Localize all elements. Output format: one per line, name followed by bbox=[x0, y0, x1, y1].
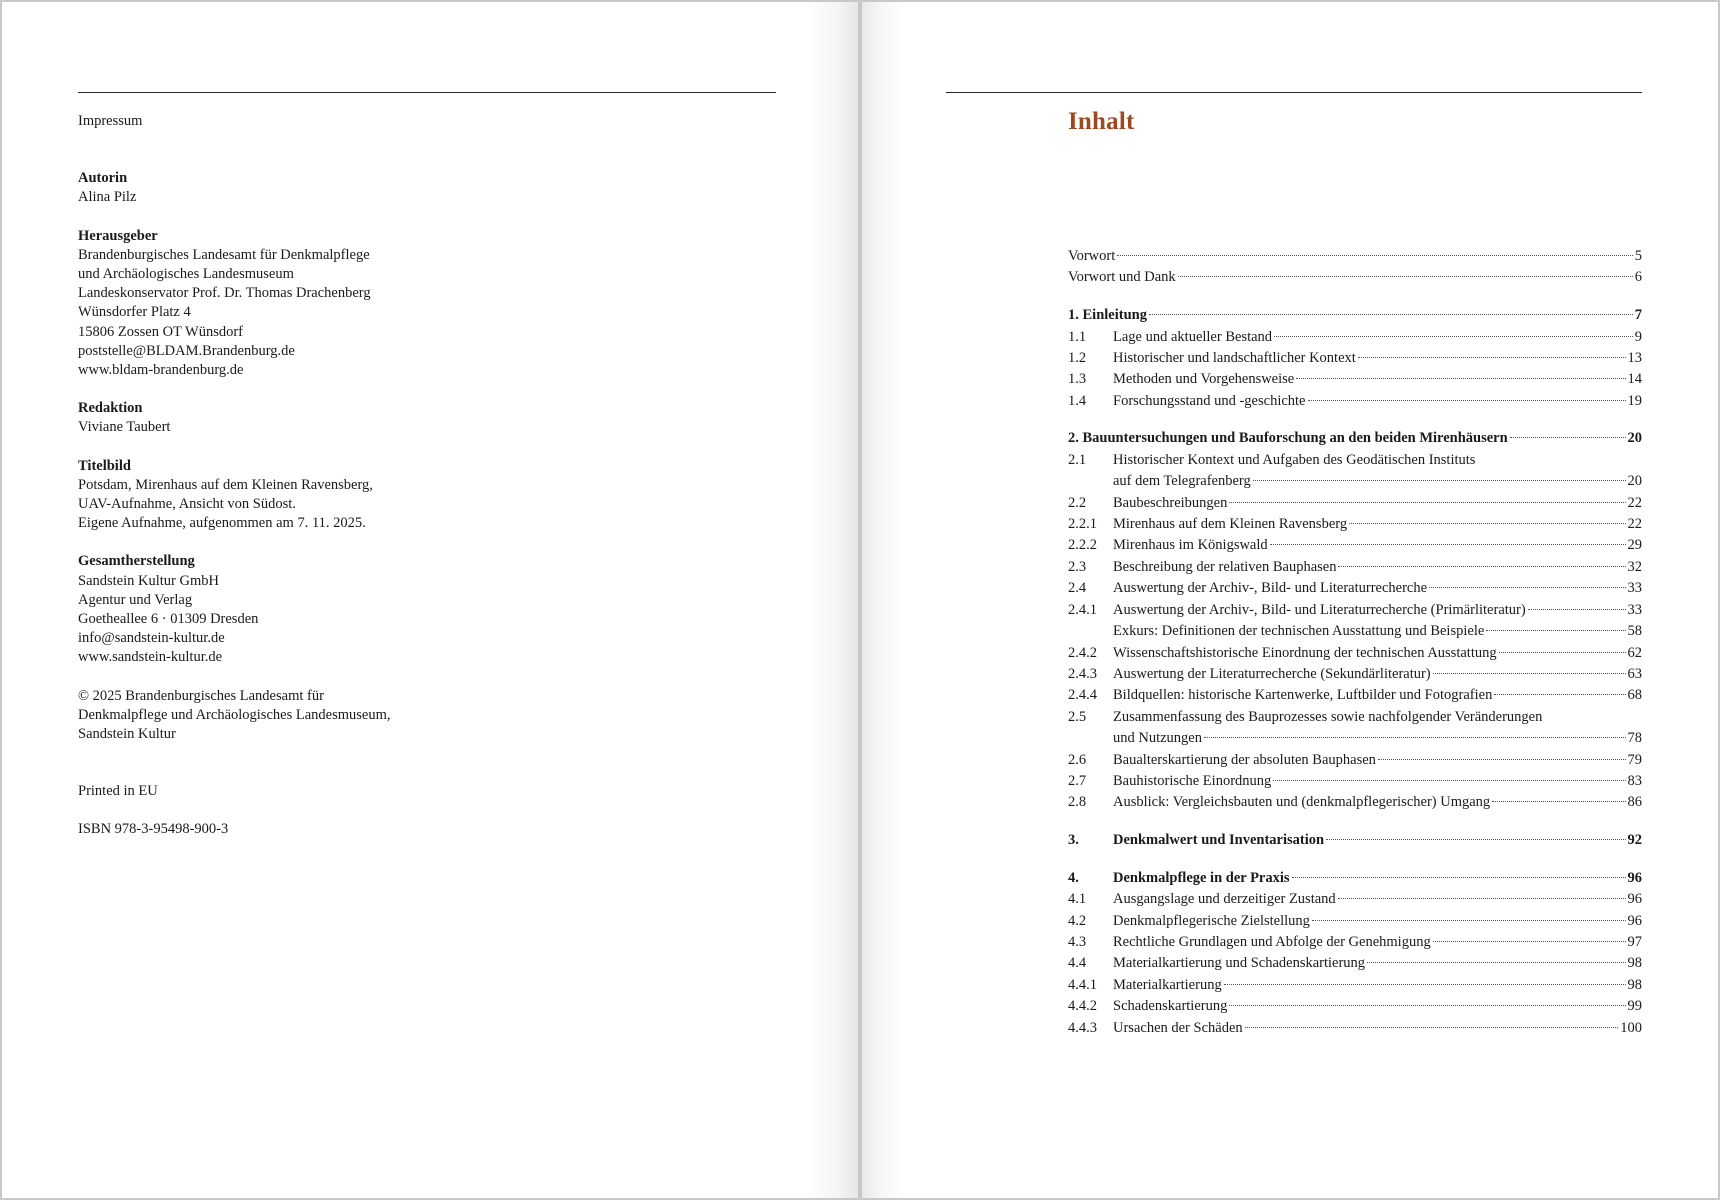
impressum-line: Agentur und Verlag bbox=[78, 591, 193, 608]
toc-entry-page: 19 bbox=[1627, 392, 1642, 409]
toc-entry-number: 2.1 bbox=[1068, 451, 1087, 468]
toc-entry-number: 2.6 bbox=[1068, 751, 1087, 768]
toc-entry-number: 3. bbox=[1068, 832, 1079, 849]
toc-entry[interactable] bbox=[1068, 267, 1642, 288]
toc-entry-title: Baualterskartierung der absoluten Bauphasen bbox=[1113, 751, 1376, 768]
toc-entry-page: 63 bbox=[1627, 665, 1642, 682]
toc-entry-page: 92 bbox=[1627, 832, 1642, 849]
toc-group bbox=[1068, 246, 1642, 289]
toc-entry[interactable] bbox=[1068, 792, 1642, 813]
toc-entry-title: Bildquellen: historische Kartenwerke, Luftbilder und Fotografien bbox=[1113, 687, 1493, 704]
toc-entry[interactable] bbox=[1068, 889, 1642, 910]
toc-entry-page: 78 bbox=[1627, 730, 1642, 747]
toc-entry-number: 4.2 bbox=[1068, 912, 1087, 929]
impressum-line: UAV-Aufnahme, Ansicht von Südost. bbox=[78, 496, 296, 513]
toc-dot-leader bbox=[1510, 437, 1626, 438]
toc-entry-page: 100 bbox=[1620, 1019, 1642, 1036]
toc-dot-leader bbox=[1245, 1027, 1619, 1028]
toc-entry-page: 96 bbox=[1627, 912, 1642, 929]
impressum-section bbox=[78, 227, 778, 381]
toc-entry-page: 20 bbox=[1627, 473, 1642, 490]
toc-entry-page: 7 bbox=[1634, 307, 1642, 324]
toc-entry-number: 2.2.2 bbox=[1068, 537, 1097, 554]
impressum bbox=[78, 112, 778, 840]
toc-entry[interactable] bbox=[1068, 728, 1642, 749]
impressum-section bbox=[78, 169, 778, 207]
isbn: ISBN 978-3-95498-900-3 bbox=[78, 821, 229, 838]
toc-entry-title: Methoden und Vorgehensweise bbox=[1113, 371, 1295, 388]
toc-entry[interactable] bbox=[1068, 557, 1642, 578]
toc-dot-leader bbox=[1117, 255, 1632, 256]
toc-entry-title: Rechtliche Grundlagen und Abfolge der Genehmigung bbox=[1113, 933, 1431, 950]
toc-entry-title: Mirenhaus im Königswald bbox=[1113, 537, 1268, 554]
toc-entry[interactable] bbox=[1068, 664, 1642, 685]
toc-entry-page: 14 bbox=[1627, 371, 1642, 388]
toc-entry-title: Exkurs: Definitionen der technischen Ausstattung und Beispiele bbox=[1113, 623, 1485, 640]
toc-dot-leader bbox=[1253, 480, 1626, 481]
toc-entry-page: 98 bbox=[1627, 976, 1642, 993]
toc-entry[interactable] bbox=[1068, 578, 1642, 599]
toc-entry-number: 2.4 bbox=[1068, 580, 1087, 597]
impressum-line: Sandstein Kultur bbox=[78, 726, 176, 743]
impressum-line: Alina Pilz bbox=[78, 189, 137, 206]
toc-entry-page: 58 bbox=[1627, 623, 1642, 640]
toc-entry-number: 4.4.2 bbox=[1068, 998, 1097, 1015]
toc-entry[interactable] bbox=[1068, 514, 1642, 535]
toc-dot-leader bbox=[1499, 652, 1626, 653]
toc-entry[interactable] bbox=[1068, 911, 1642, 932]
impressum-section bbox=[78, 457, 778, 534]
toc-dot-leader bbox=[1326, 839, 1625, 840]
toc-entry-page: 32 bbox=[1627, 558, 1642, 575]
toc-entry[interactable] bbox=[1068, 771, 1642, 792]
toc-entry-title: Ausblick: Vergleichsbauten und (denkmalpflegerischer) Umgang bbox=[1113, 794, 1491, 811]
toc-dot-leader bbox=[1312, 920, 1626, 921]
toc-entry-number: 2.2 bbox=[1068, 494, 1087, 511]
toc-entry[interactable] bbox=[1068, 975, 1642, 996]
impressum-line: Sandstein Kultur GmbH bbox=[78, 572, 219, 589]
impressum-line: Brandenburgisches Landesamt für Denkmalpflege bbox=[78, 246, 370, 263]
toc-entry-title: Auswertung der Archiv-, Bild- und Literaturrecherche bbox=[1113, 580, 1428, 597]
toc-entry-title: Denkmalpflegerische Zielstellung bbox=[1113, 912, 1310, 929]
toc-entry-title: Vorwort und Dank bbox=[1068, 269, 1176, 286]
toc-entry[interactable] bbox=[1068, 246, 1642, 267]
toc-entry-number: 2.5 bbox=[1068, 708, 1087, 725]
toc-entry[interactable] bbox=[1068, 685, 1642, 706]
toc-entry-title: Denkmalpflege in der Praxis bbox=[1113, 869, 1290, 886]
table-of-contents bbox=[1068, 246, 1642, 1055]
impressum-line: www.sandstein-kultur.de bbox=[78, 649, 223, 666]
toc-entry-page: 96 bbox=[1627, 891, 1642, 908]
toc-entry-title: Historischer Kontext und Aufgaben des Geodätischen Instituts bbox=[1113, 451, 1476, 468]
toc-dot-leader bbox=[1274, 336, 1633, 337]
toc-dot-leader bbox=[1149, 314, 1633, 315]
toc-entry-page: 96 bbox=[1627, 869, 1642, 886]
toc-entry[interactable] bbox=[1068, 369, 1642, 390]
toc-entry-title: Ursachen der Schäden bbox=[1113, 1019, 1243, 1036]
toc-entry-page: 99 bbox=[1627, 998, 1642, 1015]
toc-entry-number: 2.7 bbox=[1068, 772, 1087, 789]
toc-entry[interactable] bbox=[1068, 471, 1642, 492]
toc-entry-title: Beschreibung der relativen Bauphasen bbox=[1113, 558, 1337, 575]
impressum-line: und Archäologisches Landesmuseum bbox=[78, 266, 294, 283]
toc-entry-number: 2.3 bbox=[1068, 558, 1087, 575]
toc-entry-number: 4.4.1 bbox=[1068, 976, 1097, 993]
toc-entry-title: Schadenskartierung bbox=[1113, 998, 1228, 1015]
toc-entry-number: 4.4 bbox=[1068, 955, 1087, 972]
toc-entry[interactable] bbox=[1068, 830, 1642, 851]
toc-entry-page: 29 bbox=[1627, 537, 1642, 554]
toc-entry-number: 4. bbox=[1068, 869, 1079, 886]
toc-dot-leader bbox=[1433, 673, 1626, 674]
impressum-heading: Gesamtherstellung bbox=[78, 553, 195, 570]
toc-entry-page: 98 bbox=[1627, 955, 1642, 972]
impressum-heading: Autorin bbox=[78, 170, 128, 187]
impressum-line: info@sandstein-kultur.de bbox=[78, 630, 225, 647]
toc-entry-page: 68 bbox=[1627, 687, 1642, 704]
toc-dot-leader bbox=[1270, 544, 1626, 545]
toc-entry-page: 6 bbox=[1634, 269, 1642, 286]
impressum-line: © 2025 Brandenburgisches Landesamt für bbox=[78, 687, 324, 704]
toc-entry-title: Denkmalwert und Inventarisation bbox=[1113, 832, 1325, 849]
header-rule bbox=[78, 92, 776, 93]
toc-entry[interactable] bbox=[1068, 450, 1642, 471]
toc-entry[interactable] bbox=[1068, 996, 1642, 1017]
impressum-line: Denkmalpflege und Archäologisches Landesmuseum, bbox=[78, 706, 391, 723]
toc-dot-leader bbox=[1229, 502, 1625, 503]
toc-group bbox=[1068, 428, 1642, 813]
toc-entry-page: 86 bbox=[1627, 794, 1642, 811]
toc-entry-number: 2.4.4 bbox=[1068, 687, 1097, 704]
toc-dot-leader bbox=[1486, 630, 1625, 631]
toc-dot-leader bbox=[1308, 400, 1626, 401]
toc-dot-leader bbox=[1358, 357, 1626, 358]
toc-entry-title: Vorwort bbox=[1068, 248, 1116, 264]
toc-dot-leader bbox=[1433, 941, 1626, 942]
toc-dot-leader bbox=[1429, 587, 1625, 588]
toc-entry-title: Historischer und landschaftlicher Kontext bbox=[1113, 349, 1356, 366]
toc-entry-title: Auswertung der Archiv-, Bild- und Literaturrecherche (Primärliteratur) bbox=[1113, 601, 1526, 618]
toc-dot-leader bbox=[1338, 898, 1626, 899]
toc-entry-page: 97 bbox=[1627, 933, 1642, 950]
impressum-sections bbox=[78, 169, 778, 744]
toc-entry-page: 22 bbox=[1627, 516, 1642, 533]
toc-group bbox=[1068, 305, 1642, 412]
impressum-section bbox=[78, 687, 778, 745]
toc-dot-leader bbox=[1367, 962, 1625, 963]
toc-entry-page: 79 bbox=[1627, 751, 1642, 768]
toc-entry-page: 22 bbox=[1627, 494, 1642, 511]
impressum-line: Potsdam, Mirenhaus auf dem Kleinen Ravensberg, bbox=[78, 476, 373, 493]
toc-entry-title: Materialkartierung bbox=[1113, 976, 1222, 993]
toc-entry-title: Wissenschaftshistorische Einordnung der technischen Ausstattung bbox=[1113, 644, 1497, 661]
toc-entry-page: 20 bbox=[1627, 430, 1642, 447]
toc-entry[interactable] bbox=[1068, 327, 1642, 348]
toc-entry-title: Auswertung der Literaturrecherche (Sekundärliteratur) bbox=[1113, 665, 1431, 682]
toc-entry-number: 2.4.2 bbox=[1068, 644, 1097, 661]
toc-entry[interactable] bbox=[1068, 535, 1642, 556]
toc-entry-page: 5 bbox=[1634, 248, 1642, 264]
impressum-title: Impressum bbox=[78, 113, 143, 129]
toc-entry-number: 1.2 bbox=[1068, 349, 1087, 366]
toc-entry-title: Lage und aktueller Bestand bbox=[1113, 328, 1273, 345]
toc-group bbox=[1068, 868, 1642, 1039]
toc-dot-leader bbox=[1292, 877, 1626, 878]
impressum-heading: Herausgeber bbox=[78, 227, 158, 244]
impressum-line: poststelle@BLDAM.Brandenburg.de bbox=[78, 342, 295, 359]
toc-entry[interactable] bbox=[1068, 305, 1642, 326]
toc-entry-number: 1.3 bbox=[1068, 371, 1087, 388]
toc-title: Inhalt bbox=[1068, 108, 1135, 135]
toc-entry[interactable] bbox=[1068, 391, 1642, 412]
impressum-heading: Redaktion bbox=[78, 400, 143, 417]
toc-dot-leader bbox=[1296, 378, 1625, 379]
toc-entry-number: 1.4 bbox=[1068, 392, 1087, 409]
impressum-line: Viviane Taubert bbox=[78, 419, 171, 436]
toc-dot-leader bbox=[1494, 694, 1625, 695]
impressum-line: Goetheallee 6 · 01309 Dresden bbox=[78, 611, 259, 628]
left-page bbox=[2, 2, 858, 1198]
toc-entry[interactable] bbox=[1068, 600, 1642, 621]
toc-entry[interactable] bbox=[1068, 493, 1642, 514]
toc-dot-leader bbox=[1528, 609, 1626, 610]
header-rule bbox=[946, 92, 1642, 93]
toc-entry[interactable] bbox=[1068, 1018, 1642, 1039]
toc-entry-title: und Nutzungen bbox=[1113, 730, 1202, 747]
toc-entry-title: Zusammenfassung des Bauprozesses sowie nachfolgender Veränderungen bbox=[1113, 708, 1543, 725]
toc-entry-title: Mirenhaus auf dem Kleinen Ravensberg bbox=[1113, 516, 1348, 533]
toc-dot-leader bbox=[1338, 566, 1625, 567]
toc-entry-title: Forschungsstand und -geschichte bbox=[1113, 392, 1306, 409]
toc-entry-title: auf dem Telegrafenberg bbox=[1113, 473, 1251, 490]
toc-entry-number: 1.1 bbox=[1068, 328, 1087, 345]
toc-entry-number: 2.4.3 bbox=[1068, 665, 1097, 682]
impressum-line: 15806 Zossen OT Wünsdorf bbox=[78, 323, 243, 340]
toc-entry-number: 2.8 bbox=[1068, 794, 1087, 811]
toc-entry-title: Bauhistorische Einordnung bbox=[1113, 772, 1272, 789]
toc-entry[interactable] bbox=[1068, 932, 1642, 953]
toc-entry-number: 4.3 bbox=[1068, 933, 1087, 950]
toc-dot-leader bbox=[1178, 276, 1633, 277]
toc-dot-leader bbox=[1204, 737, 1626, 738]
printed-note: Printed in EU bbox=[78, 783, 158, 800]
toc-entry[interactable] bbox=[1068, 621, 1642, 642]
toc-entry-title: 1. Einleitung bbox=[1068, 307, 1147, 324]
impressum-line: www.bldam-brandenburg.de bbox=[78, 362, 244, 379]
toc-entry-page: 9 bbox=[1634, 328, 1642, 345]
toc-dot-leader bbox=[1349, 523, 1625, 524]
toc-entry-title: Baubeschreibungen bbox=[1113, 494, 1228, 511]
toc-dot-leader bbox=[1492, 801, 1625, 802]
toc-entry[interactable] bbox=[1068, 953, 1642, 974]
toc-entry-title: 2. Bauuntersuchungen und Bauforschung an den beiden Mirenhäusern bbox=[1068, 430, 1508, 447]
toc-entry-page: 13 bbox=[1627, 349, 1642, 366]
impressum-section bbox=[78, 552, 778, 667]
toc-dot-leader bbox=[1378, 759, 1626, 760]
impressum-section bbox=[78, 399, 778, 437]
toc-entry-title: Materialkartierung und Schadenskartierung bbox=[1113, 955, 1366, 972]
toc-entry-number: 2.4.1 bbox=[1068, 601, 1097, 618]
right-page bbox=[862, 2, 1718, 1198]
impressum-line: Wünsdorfer Platz 4 bbox=[78, 304, 191, 321]
impressum-line: Eigene Aufnahme, aufgenommen am 7. 11. 2025. bbox=[78, 515, 366, 532]
toc-entry-title: Ausgangslage und derzeitiger Zustand bbox=[1113, 891, 1336, 908]
toc-entry[interactable] bbox=[1068, 348, 1642, 369]
toc-entry[interactable] bbox=[1068, 868, 1642, 889]
toc-entry-page: 83 bbox=[1627, 772, 1642, 789]
toc-entry[interactable] bbox=[1068, 750, 1642, 771]
toc-entry-number: 4.1 bbox=[1068, 891, 1087, 908]
toc-entry-number: 2.2.1 bbox=[1068, 516, 1097, 533]
toc-entry[interactable] bbox=[1068, 643, 1642, 664]
toc-group bbox=[1068, 830, 1642, 851]
toc-dot-leader bbox=[1224, 984, 1626, 985]
toc-dot-leader bbox=[1229, 1005, 1625, 1006]
toc-entry-page: 62 bbox=[1627, 644, 1642, 661]
toc-entry[interactable] bbox=[1068, 707, 1642, 728]
impressum-heading: Titelbild bbox=[78, 457, 131, 474]
impressum-line: Landeskonservator Prof. Dr. Thomas Drachenberg bbox=[78, 285, 371, 302]
toc-entry[interactable] bbox=[1068, 428, 1642, 449]
toc-entry-page: 33 bbox=[1627, 601, 1642, 618]
toc-entry-number: 4.4.3 bbox=[1068, 1019, 1097, 1036]
toc-dot-leader bbox=[1273, 780, 1625, 781]
toc-entry-page: 33 bbox=[1627, 580, 1642, 597]
